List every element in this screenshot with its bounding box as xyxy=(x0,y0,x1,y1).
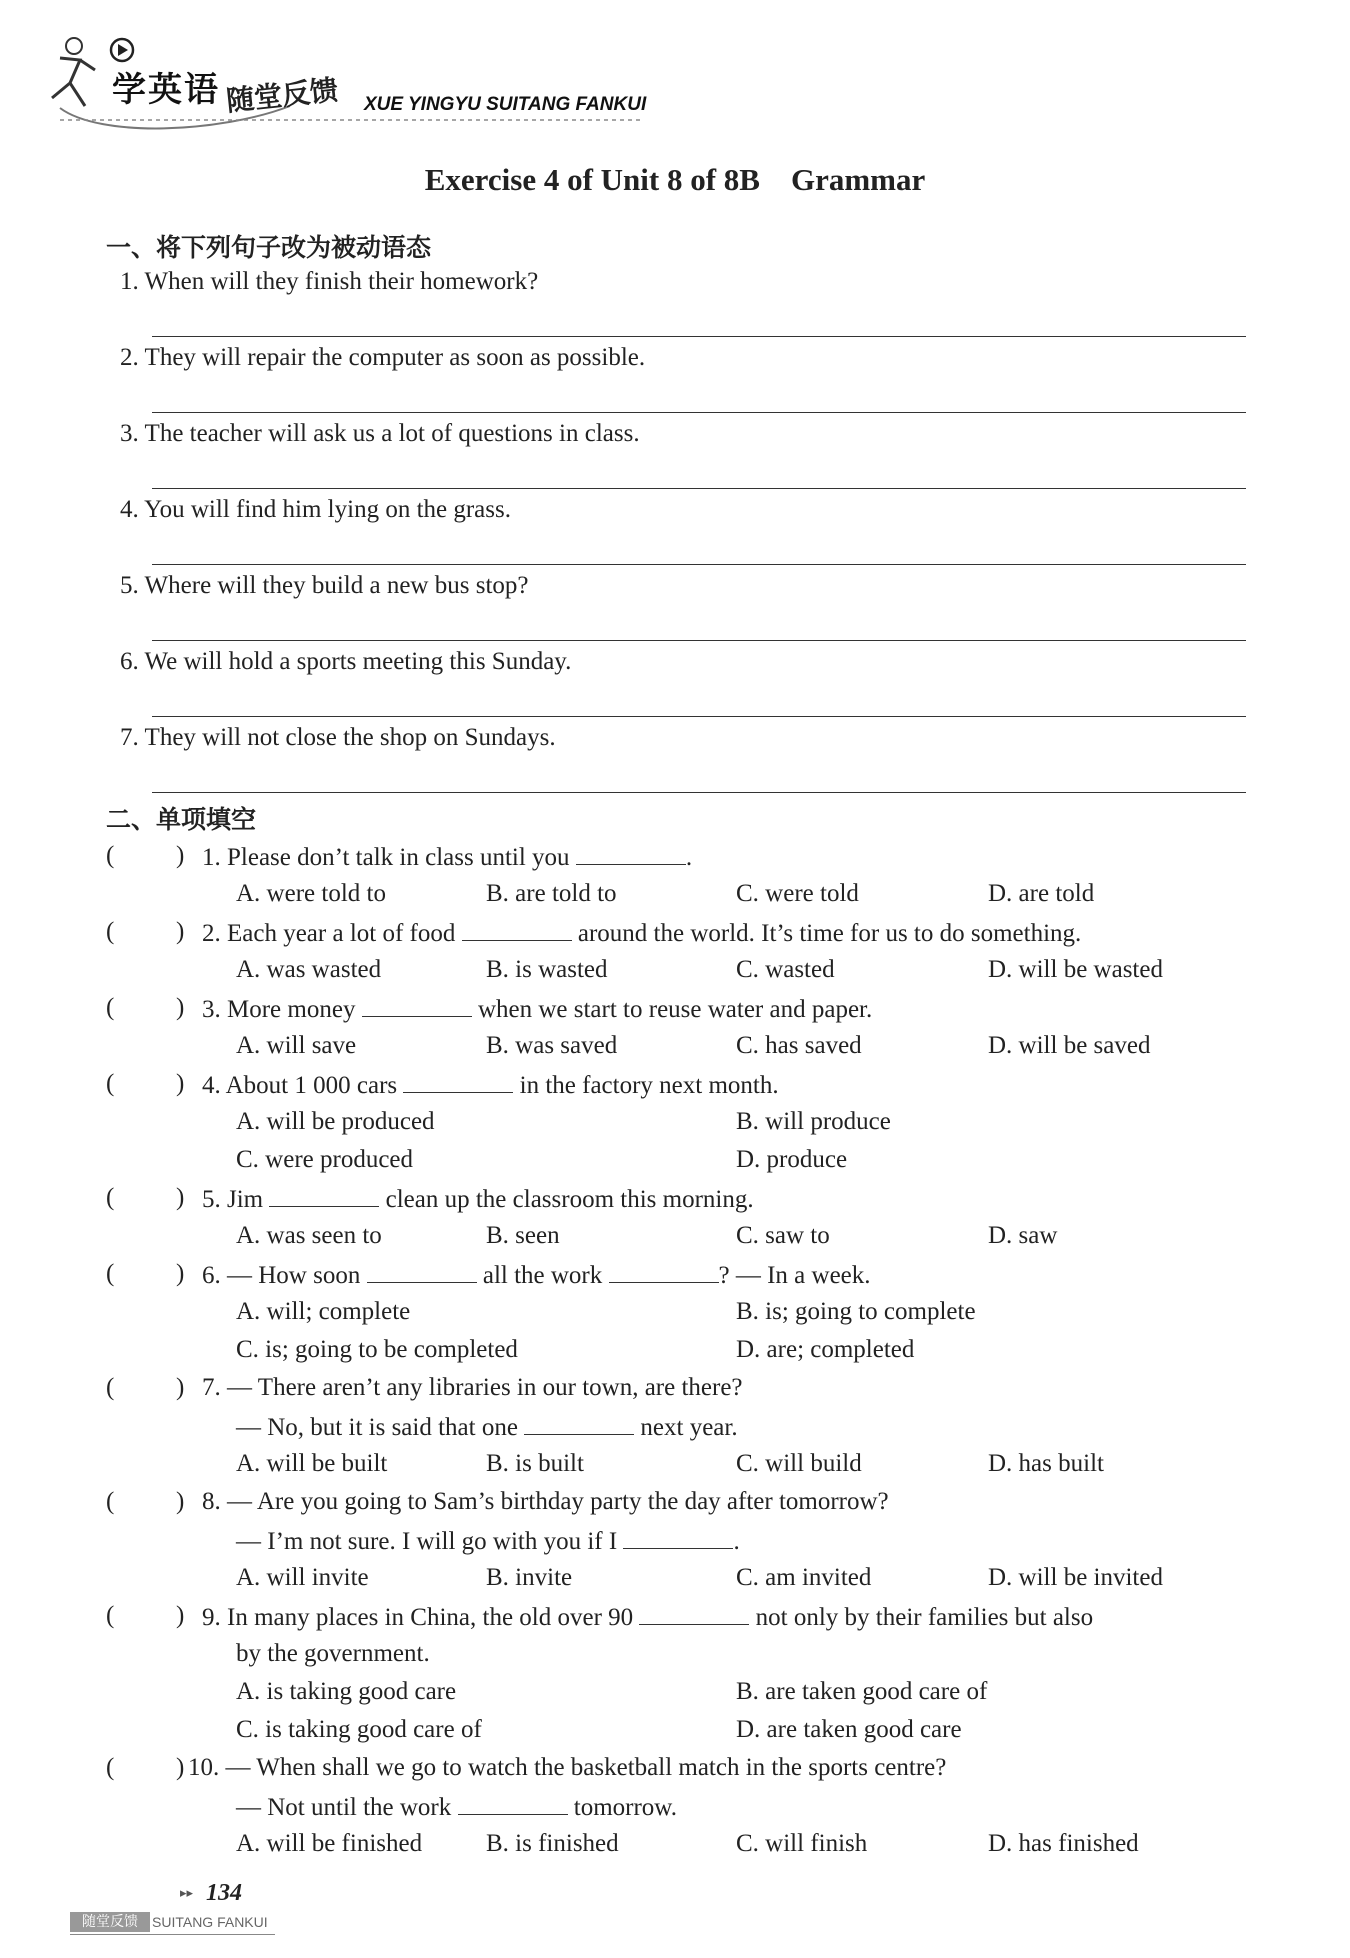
footer-band-en: SUITANG FANKUI xyxy=(152,1914,268,1930)
mc-question-7-reply xyxy=(236,1412,738,1442)
mc-question-1 xyxy=(202,842,692,872)
section2-heading: 二、单项填空 xyxy=(106,805,257,834)
option-c[interactable]: C. were produced xyxy=(236,1146,414,1173)
option-d[interactable]: D. are; completed xyxy=(736,1336,915,1363)
question-text-end: in the factory next month. xyxy=(519,1072,779,1099)
answer-paren-close: ) xyxy=(176,1184,185,1211)
option-b[interactable]: B. is wasted xyxy=(486,956,608,983)
option-b[interactable]: B. seen xyxy=(486,1222,560,1249)
mc-question-8 xyxy=(202,1488,889,1516)
question-text: — No, but it is said that one xyxy=(236,1414,518,1441)
mc-question-8-reply xyxy=(236,1526,740,1556)
question-text: In many places in China, the old over 90 xyxy=(227,1604,634,1631)
option-c[interactable]: C. is taking good care of xyxy=(236,1716,482,1743)
footer-band-label: 随堂反馈 xyxy=(70,1912,150,1932)
mc-question-2 xyxy=(202,918,1081,948)
answer-line-1[interactable] xyxy=(152,336,1246,337)
answer-paren-open: ( xyxy=(106,994,115,1021)
question-number: 8. xyxy=(202,1488,221,1515)
logo-subtitle-cn: 随堂反馈 xyxy=(224,73,340,118)
answer-paren-close: ) xyxy=(176,1488,185,1515)
rewrite-question-1: 1. When will they finish their homework? xyxy=(120,268,539,295)
rewrite-question-5: 5. Where will they build a new bus stop? xyxy=(120,572,529,599)
question-text-end: around the world. It’s time for us to do something. xyxy=(577,920,1082,947)
answer-line-7[interactable] xyxy=(152,792,1246,793)
question-text-end: next year. xyxy=(640,1414,738,1441)
option-c[interactable]: C. were told xyxy=(736,880,859,907)
option-a[interactable]: A. were told to xyxy=(236,880,386,907)
option-d[interactable]: D. are told xyxy=(988,880,1095,907)
answer-line-6[interactable] xyxy=(152,716,1246,717)
question-text: — When shall we go to watch the basketball match in the sports centre? xyxy=(225,1754,947,1781)
footer-arrows-icon: ▸▸ xyxy=(180,1886,194,1901)
answer-paren-close: ) xyxy=(176,994,185,1021)
rewrite-question-4: 4. You will find him lying on the grass. xyxy=(120,496,511,523)
option-c[interactable]: C. will finish xyxy=(736,1830,868,1857)
fill-blank[interactable] xyxy=(269,1184,379,1207)
footer-rule xyxy=(70,1934,275,1935)
option-b[interactable]: B. will produce xyxy=(736,1108,891,1135)
option-a[interactable]: A. will be built xyxy=(236,1450,388,1477)
mc-question-9-cont: by the government. xyxy=(236,1640,430,1667)
option-d[interactable]: D. will be wasted xyxy=(988,956,1163,983)
mc-question-7 xyxy=(202,1374,743,1402)
option-c[interactable]: C. am invited xyxy=(736,1564,872,1591)
mc-question-4 xyxy=(202,1070,779,1100)
answer-paren-open: ( xyxy=(106,1070,115,1097)
question-text: About 1 000 cars xyxy=(225,1072,398,1099)
question-number: 7. xyxy=(202,1374,221,1401)
rewrite-question-2: 2. They will repair the computer as soon as possible. xyxy=(120,344,646,371)
option-c[interactable]: C. is; going to be completed xyxy=(236,1336,518,1363)
fill-blank[interactable] xyxy=(462,918,572,941)
question-text: — Not until the work xyxy=(236,1794,452,1821)
question-number: 3. xyxy=(202,996,221,1023)
logo-title-cn: 学英语 xyxy=(112,70,220,110)
option-a[interactable]: A. was seen to xyxy=(236,1222,382,1249)
question-text: — How soon xyxy=(227,1262,361,1289)
question-text-end: not only by their families but also xyxy=(755,1604,1094,1631)
question-text: — I’m not sure. I will go with you if I xyxy=(236,1528,618,1555)
option-a[interactable]: A. will be produced xyxy=(236,1108,435,1135)
answer-paren-open: ( xyxy=(106,1754,115,1781)
rewrite-question-7: 7. They will not close the shop on Sundays. xyxy=(120,724,556,751)
question-text-mid: all the work xyxy=(482,1262,603,1289)
question-text: Each year a lot of food xyxy=(227,920,456,947)
option-d[interactable]: D. produce xyxy=(736,1146,848,1173)
option-d[interactable]: D. has finished xyxy=(988,1830,1139,1857)
fill-blank[interactable] xyxy=(639,1602,749,1625)
option-b[interactable]: B. are taken good care of xyxy=(736,1678,988,1705)
rewrite-question-6: 6. We will hold a sports meeting this Sunday. xyxy=(120,648,572,675)
option-d[interactable]: D. are taken good care xyxy=(736,1716,962,1743)
question-number: 2. xyxy=(202,920,221,947)
question-text: Please don’t talk in class until you xyxy=(227,844,570,871)
question-text: — There aren’t any libraries in our town, are there? xyxy=(227,1374,743,1401)
answer-paren-close: ) xyxy=(176,842,185,869)
answer-line-2[interactable] xyxy=(152,412,1246,413)
question-text-end: ? — In a week. xyxy=(718,1262,871,1289)
question-text: More money xyxy=(227,996,356,1023)
option-b[interactable]: B. are told to xyxy=(486,880,617,907)
answer-line-5[interactable] xyxy=(152,640,1246,641)
answer-paren-open: ( xyxy=(106,1374,115,1401)
answer-paren-close: ) xyxy=(176,1260,185,1287)
option-b[interactable]: B. is; going to complete xyxy=(736,1298,976,1325)
answer-line-4[interactable] xyxy=(152,564,1246,565)
question-number: 5. xyxy=(202,1186,221,1213)
question-number: 1. xyxy=(202,844,221,871)
answer-paren-close: ) xyxy=(176,1754,185,1781)
section1-heading: 一、将下列句子改为被动语态 xyxy=(106,233,432,262)
question-number: 10. xyxy=(188,1754,220,1781)
mc-question-3 xyxy=(202,994,872,1024)
option-a[interactable]: A. will be finished xyxy=(236,1830,423,1857)
answer-paren-open: ( xyxy=(106,1184,115,1211)
answer-paren-open: ( xyxy=(106,1488,115,1515)
option-a[interactable]: A. will save xyxy=(236,1032,357,1059)
question-number: 6. xyxy=(202,1262,221,1289)
option-a[interactable]: A. was wasted xyxy=(236,956,382,983)
mc-question-6 xyxy=(202,1260,871,1290)
fill-blank[interactable] xyxy=(367,1260,477,1283)
question-number: 4. xyxy=(202,1072,221,1099)
option-c[interactable]: C. wasted xyxy=(736,956,835,983)
mc-question-5 xyxy=(202,1184,754,1214)
answer-paren-close: ) xyxy=(176,1070,185,1097)
option-b[interactable]: B. is built xyxy=(486,1450,584,1477)
answer-line-3[interactable] xyxy=(152,488,1246,489)
fill-blank[interactable] xyxy=(576,842,686,865)
option-d[interactable]: D. will be invited xyxy=(988,1564,1163,1591)
fill-blank[interactable] xyxy=(609,1260,719,1283)
logo-subtitle-en: XUE YINGYU SUITANG FANKUI xyxy=(364,94,647,115)
answer-paren-open: ( xyxy=(106,918,115,945)
option-c[interactable]: C. has saved xyxy=(736,1032,862,1059)
question-text-end: when we start to reuse water and paper. xyxy=(477,996,873,1023)
fill-blank[interactable] xyxy=(458,1792,568,1815)
question-text-end: clean up the classroom this morning. xyxy=(385,1186,754,1213)
answer-paren-open: ( xyxy=(106,1260,115,1287)
option-c[interactable]: C. saw to xyxy=(736,1222,830,1249)
option-a[interactable]: A. will invite xyxy=(236,1564,369,1591)
mc-question-9 xyxy=(202,1602,1093,1632)
answer-paren-close: ) xyxy=(176,1602,185,1629)
question-text: Jim xyxy=(227,1186,264,1213)
page-title: Exercise 4 of Unit 8 of 8B Grammar xyxy=(424,162,926,197)
option-d[interactable]: D. saw xyxy=(988,1222,1058,1249)
option-c[interactable]: C. will build xyxy=(736,1450,862,1477)
answer-paren-open: ( xyxy=(106,1602,115,1629)
option-d[interactable]: D. will be saved xyxy=(988,1032,1151,1059)
fill-blank[interactable] xyxy=(403,1070,513,1093)
question-number: 9. xyxy=(202,1604,221,1631)
fill-blank[interactable] xyxy=(623,1526,733,1549)
question-text-end: . xyxy=(685,844,693,871)
answer-paren-close: ) xyxy=(176,1374,185,1401)
option-d[interactable]: D. has built xyxy=(988,1450,1104,1477)
question-text-end: tomorrow. xyxy=(573,1794,677,1821)
rewrite-question-3: 3. The teacher will ask us a lot of questions in class. xyxy=(120,420,640,447)
option-b[interactable]: B. was saved xyxy=(486,1032,618,1059)
option-b[interactable]: B. is finished xyxy=(486,1830,619,1857)
answer-paren-open: ( xyxy=(106,842,115,869)
option-a[interactable]: A. will; complete xyxy=(236,1298,411,1325)
option-a[interactable]: A. is taking good care xyxy=(236,1678,457,1705)
answer-paren-close: ) xyxy=(176,918,185,945)
fill-blank[interactable] xyxy=(362,994,472,1017)
question-text-end: . xyxy=(733,1528,740,1555)
page-number: 134 xyxy=(206,1880,242,1906)
mc-question-10 xyxy=(188,1754,946,1782)
option-b[interactable]: B. invite xyxy=(486,1564,573,1591)
mc-question-10-reply xyxy=(236,1792,677,1822)
fill-blank[interactable] xyxy=(524,1412,634,1435)
question-text: — Are you going to Sam’s birthday party the day after tomorrow? xyxy=(227,1488,889,1515)
